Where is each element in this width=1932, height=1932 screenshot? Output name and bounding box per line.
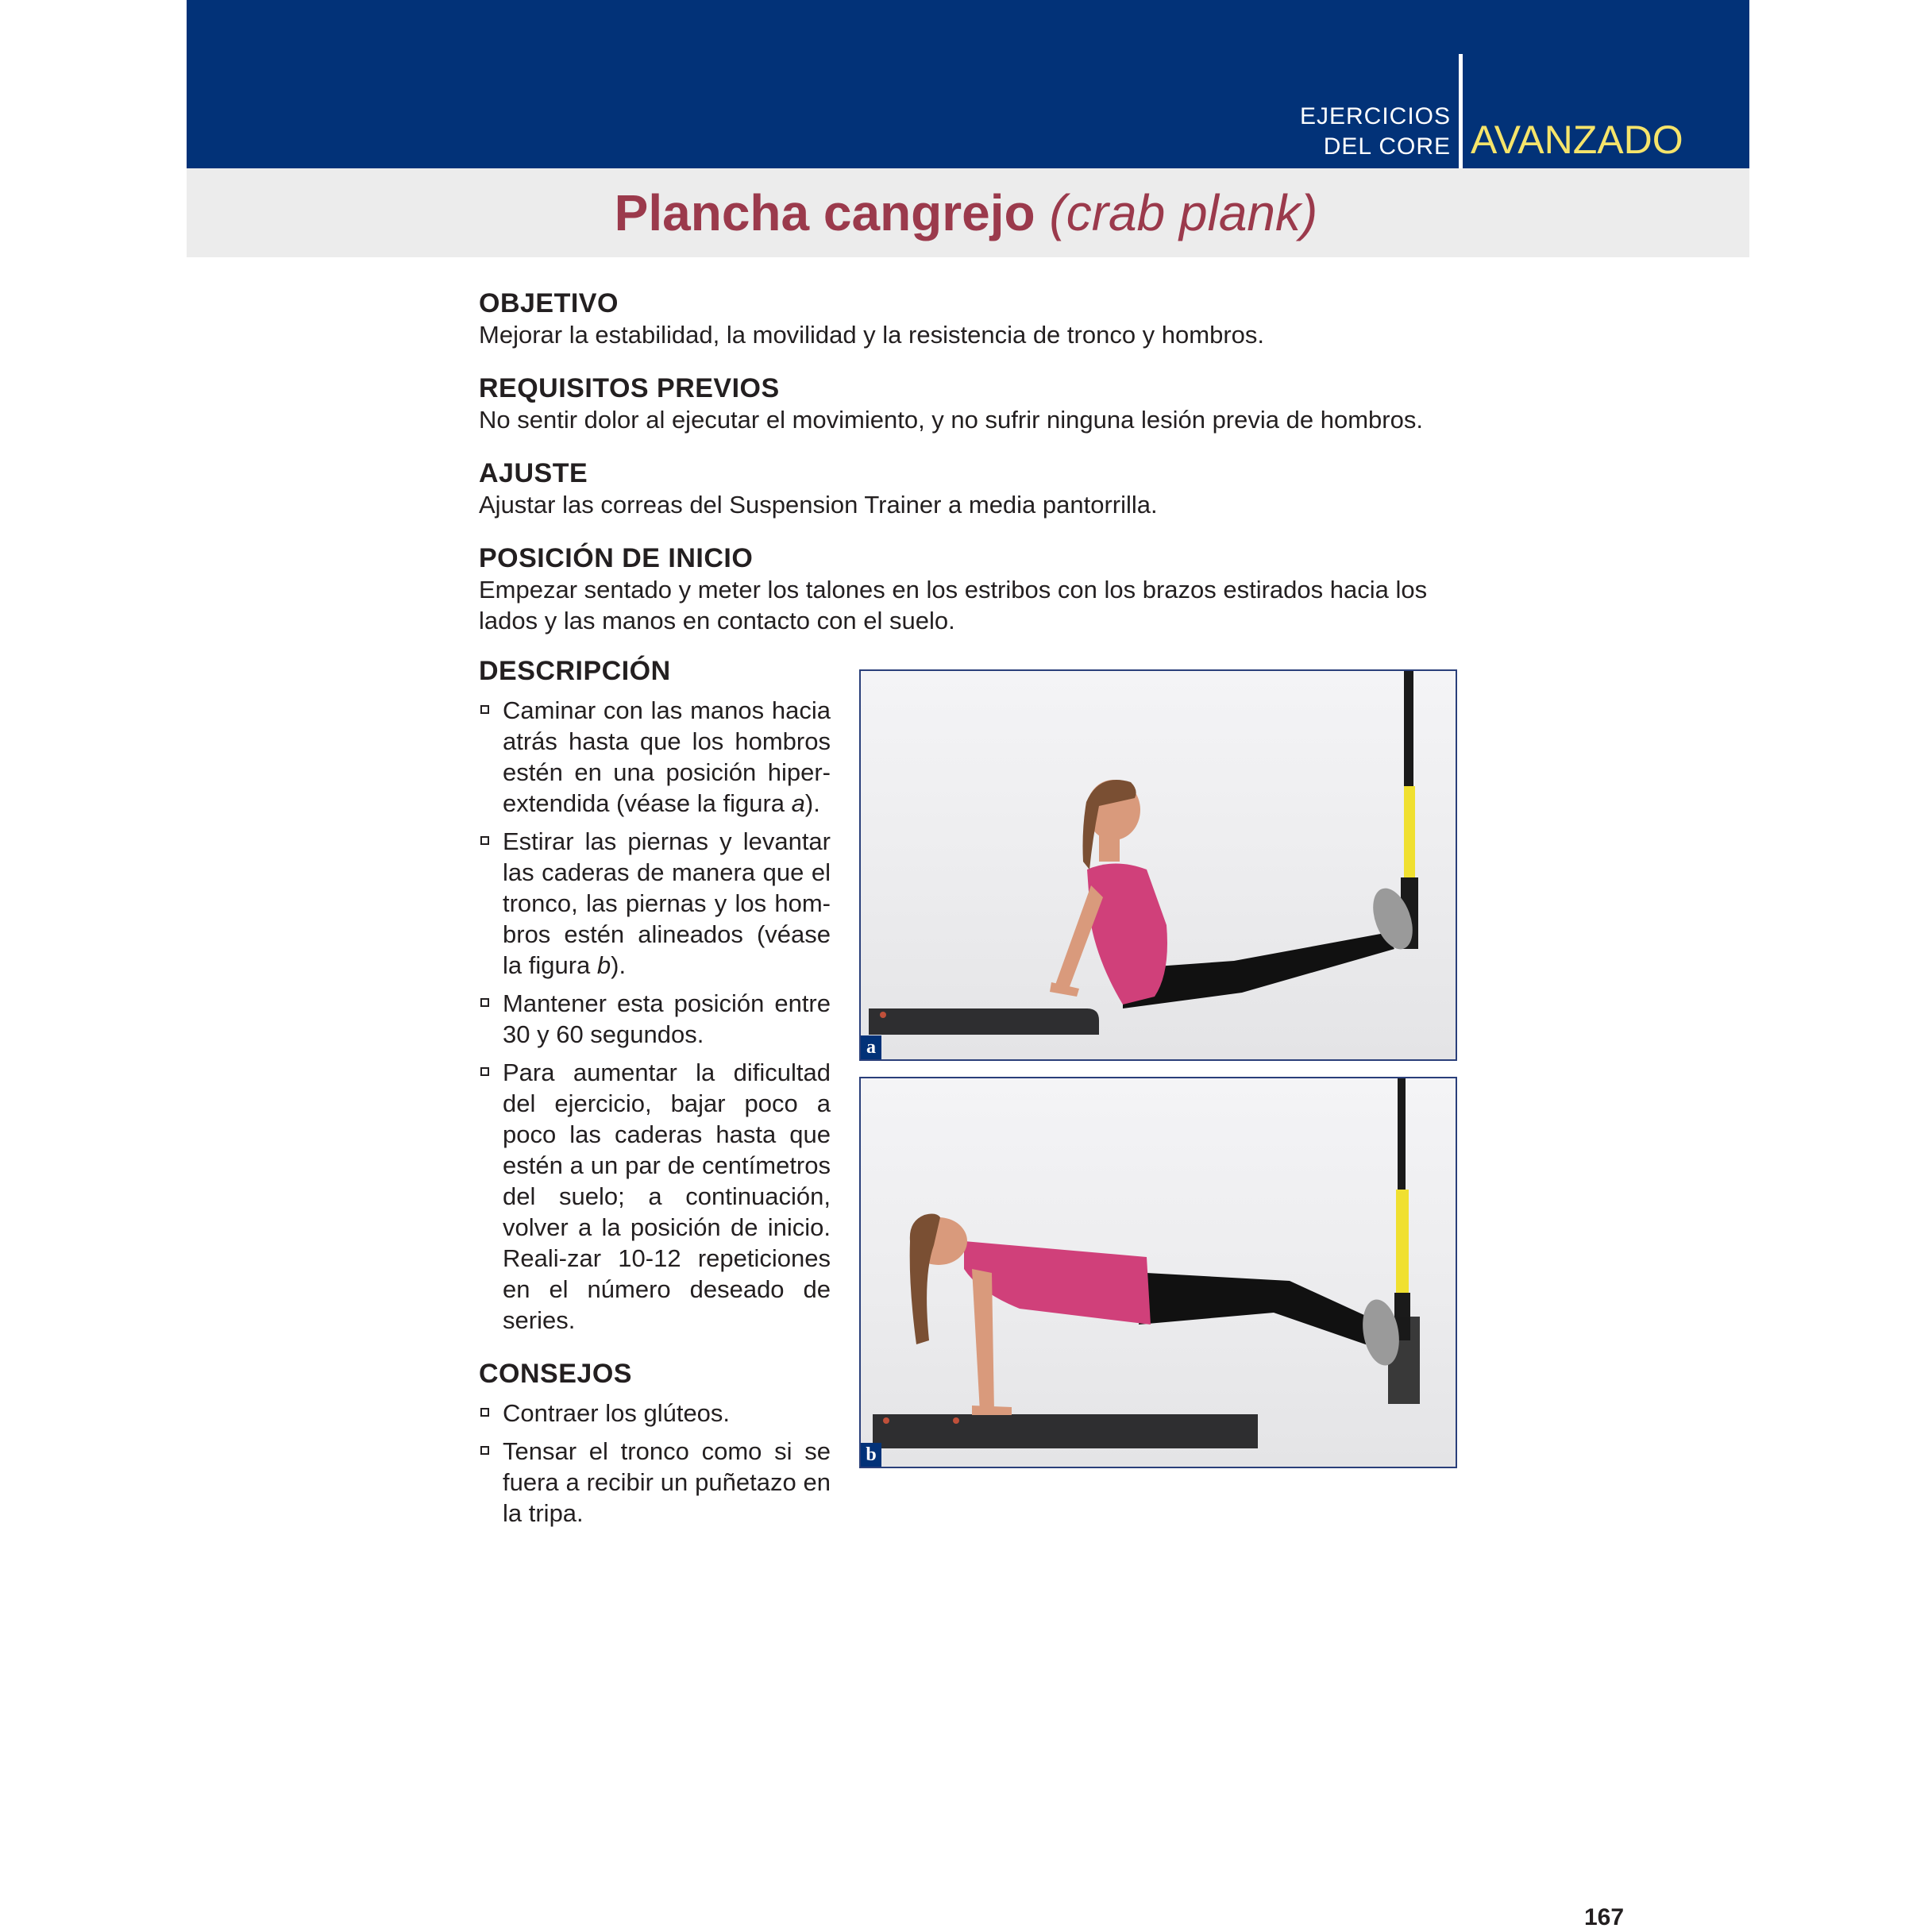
title-english: (crab plank) bbox=[1049, 184, 1318, 241]
consejos-list bbox=[479, 1398, 831, 1529]
list-item: Estirar las piernas y levantar las caderas de manera que el tronco, las piernas y los hom-bros estén alineados (véase la figura b). bbox=[479, 826, 831, 981]
section-ajuste bbox=[479, 457, 1459, 520]
section-objetivo bbox=[479, 287, 1459, 350]
figure-a-label: a bbox=[861, 1035, 881, 1059]
checkbox-bullet-icon bbox=[480, 1408, 489, 1417]
consejos-heading: CONSEJOS bbox=[479, 1359, 632, 1389]
checkbox-bullet-icon bbox=[480, 1446, 489, 1455]
descripcion-heading: DESCRIPCIÓN bbox=[479, 656, 671, 686]
section-requisitos bbox=[479, 372, 1459, 435]
checkbox-bullet-icon bbox=[480, 1067, 489, 1076]
title-spanish: Plancha cangrejo bbox=[614, 184, 1035, 241]
checkbox-bullet-icon bbox=[480, 836, 489, 845]
requisitos-text: No sentir dolor al ejecutar el movimiento, y no sufrir ninguna lesión previa de hombros. bbox=[479, 406, 1423, 434]
page-title bbox=[0, 181, 1932, 245]
list-item: Para aumentar la dificultad del ejercicio, bajar poco a poco las caderas hasta que estén a un par de centímetros del suelo; a continuación, volver a la posición de inicio. Reali-zar 10-12 repeticiones en el número deseado de series. bbox=[479, 1057, 831, 1336]
page-number: 167 bbox=[1584, 1904, 1625, 1930]
requisitos-heading: REQUISITOS PREVIOS bbox=[479, 373, 780, 403]
figure-b-illustration bbox=[861, 1078, 1457, 1468]
posicion-heading: POSICIÓN DE INICIO bbox=[479, 543, 754, 573]
header-divider bbox=[1459, 54, 1463, 168]
section-label bbox=[1300, 102, 1451, 162]
list-item: Contraer los glúteos. bbox=[479, 1398, 831, 1429]
objetivo-heading: OBJETIVO bbox=[479, 288, 619, 318]
checkbox-bullet-icon bbox=[480, 998, 489, 1007]
section-label-line1: EJERCICIOS bbox=[1299, 103, 1451, 129]
figure-a-illustration bbox=[861, 671, 1457, 1061]
description-column bbox=[479, 655, 831, 1536]
section-label-line2: DEL CORE bbox=[1323, 133, 1451, 160]
checkbox-bullet-icon bbox=[480, 705, 489, 714]
objetivo-text: Mejorar la estabilidad, la movilidad y la resistencia de tronco y hombros. bbox=[479, 321, 1265, 349]
list-item: Mantener esta posición entre 30 y 60 segundos. bbox=[479, 988, 831, 1050]
figure-b-label: b bbox=[861, 1443, 881, 1467]
ajuste-text: Ajustar las correas del Suspension Trainer a media pantorrilla. bbox=[479, 491, 1158, 519]
descripcion-list bbox=[479, 695, 831, 1336]
figure-a-photo bbox=[859, 669, 1457, 1061]
figure-b-photo bbox=[859, 1077, 1457, 1468]
section-posicion bbox=[479, 542, 1459, 636]
ajuste-heading: AJUSTE bbox=[479, 458, 588, 488]
list-item: Caminar con las manos hacia atrás hasta que los hombros estén en una posición hiper-extendida (véase la figura a). bbox=[479, 695, 831, 819]
level-label: AVANZADO bbox=[1471, 118, 1683, 162]
list-item: Tensar el tronco como si se fuera a recibir un puñetazo en la tripa. bbox=[479, 1436, 831, 1529]
posicion-text: Empezar sentado y meter los talones en los estribos con los brazos estirados hacia los lados y las manos en contacto con el suelo. bbox=[479, 576, 1428, 634]
